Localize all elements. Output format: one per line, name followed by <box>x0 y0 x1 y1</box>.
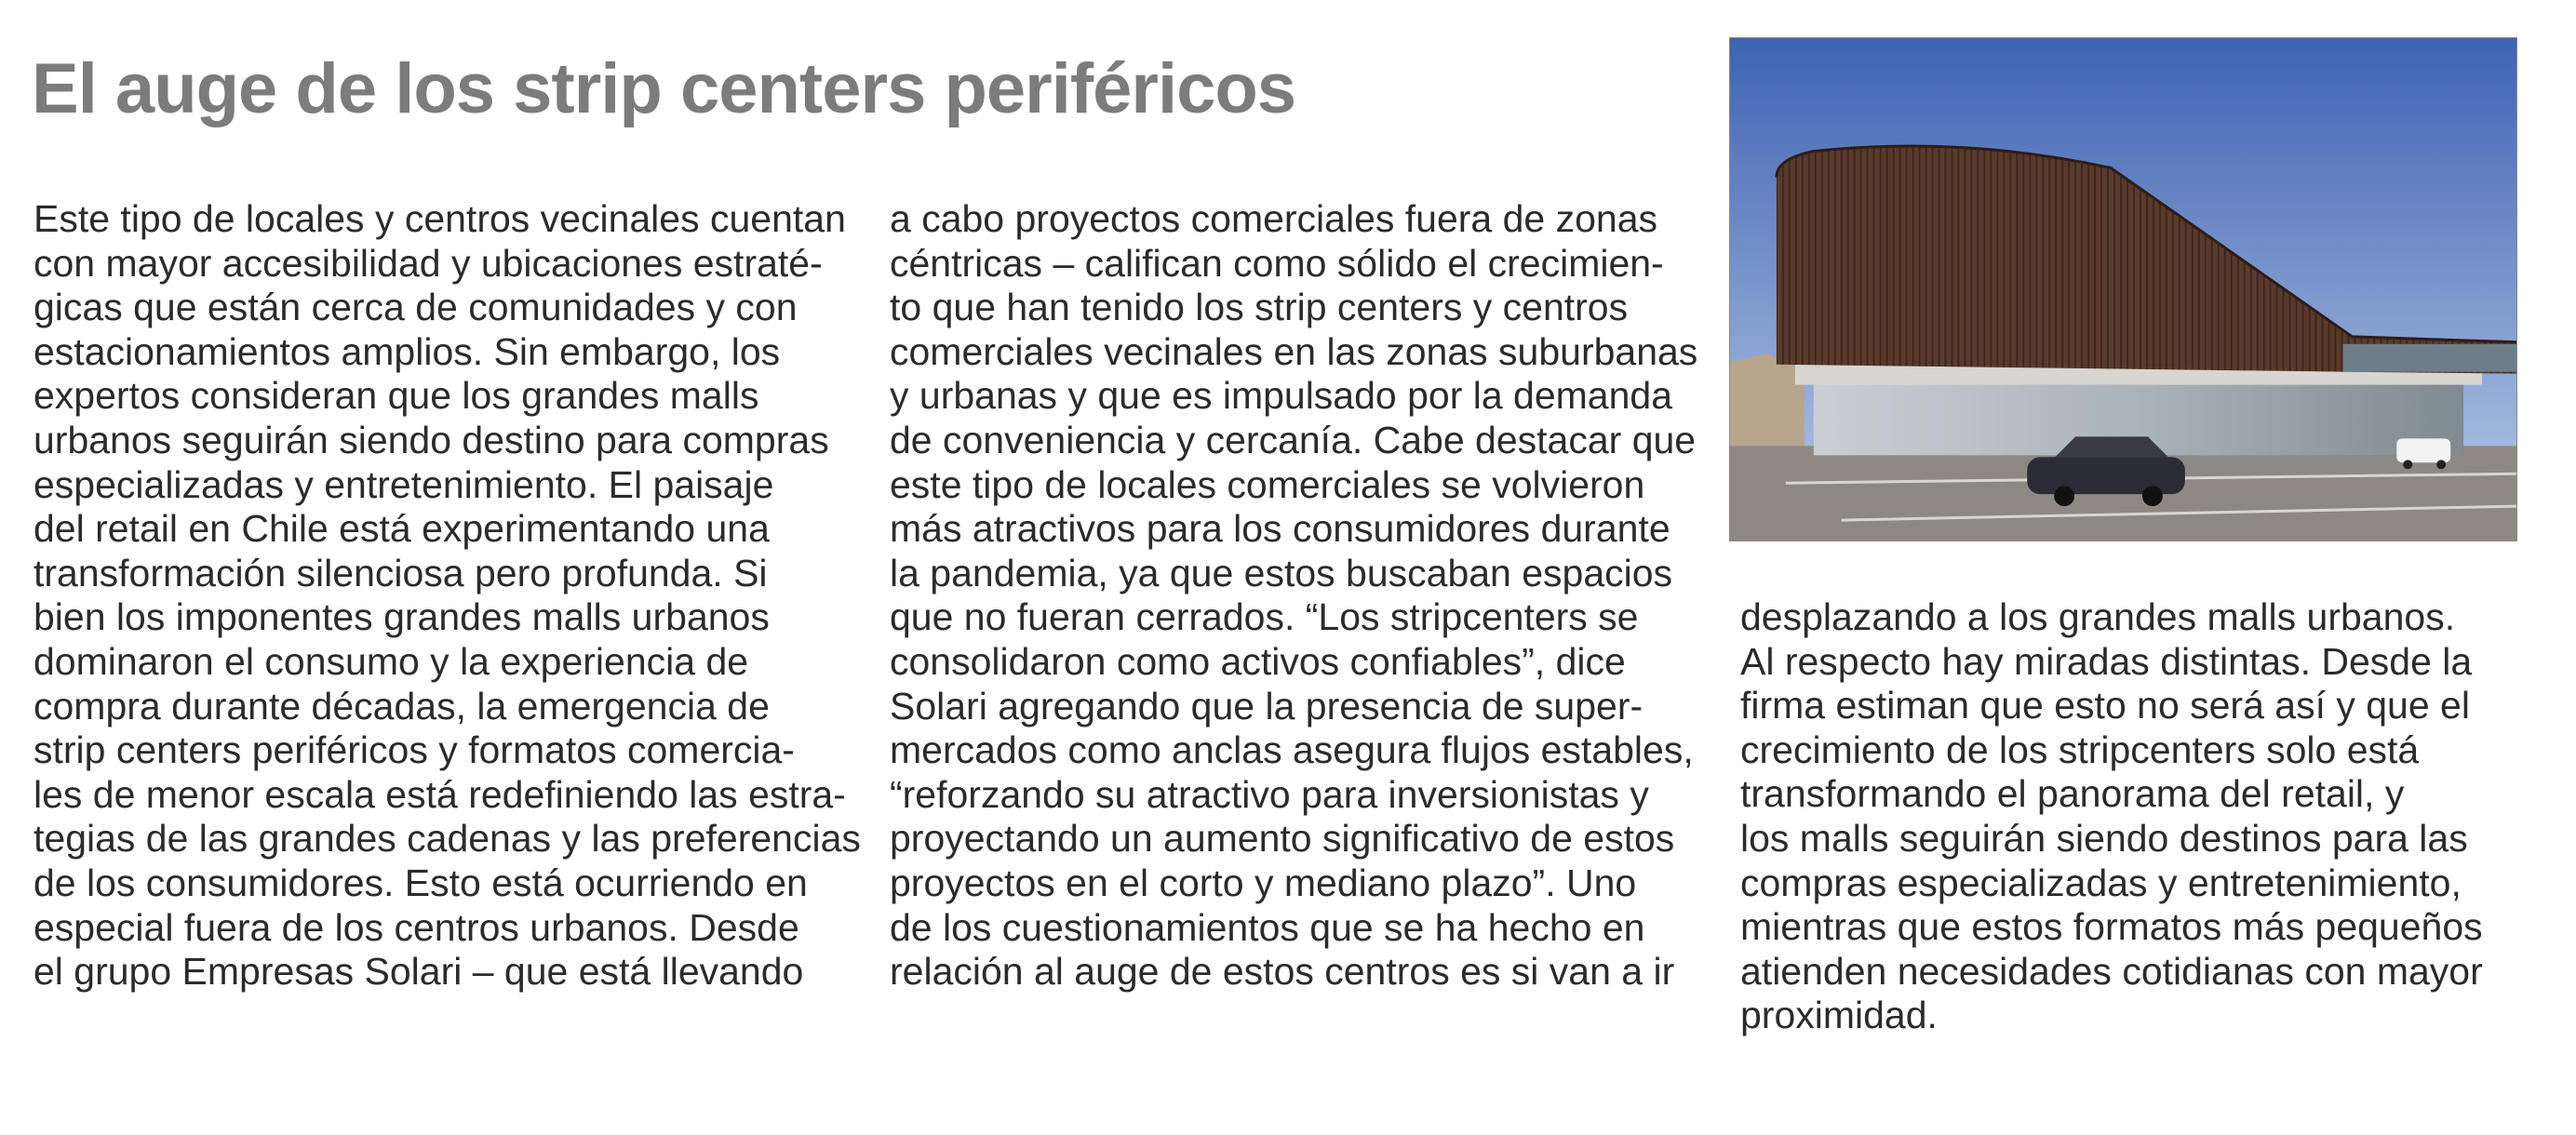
text-line: urbanos seguirán siendo destino para compras <box>34 418 829 461</box>
text-line: gicas que están cerca de comunidades y con <box>34 286 798 329</box>
upper-glass <box>2342 344 2516 372</box>
text-line: relación al auge de estos centros es si van a ir <box>890 950 1675 994</box>
text-line: de los cuestionamientos que se ha hecho en <box>890 905 1645 949</box>
text-line: proyectando un aumento significativo de estos <box>890 817 1675 861</box>
van <box>2396 438 2450 462</box>
text-line: desplazando a los grandes malls urbanos. <box>1740 595 2456 638</box>
text-line: el grupo Empresas Solari – que está llevando <box>34 950 804 994</box>
text-line: a cabo proyectos comerciales fuera de zonas <box>890 197 1658 240</box>
van-wheel <box>2436 460 2446 469</box>
text-line: especial fuera de los centros urbanos. Desde <box>34 905 799 949</box>
text-column-3 <box>1740 595 2483 1038</box>
text-line: Este tipo de locales y centros vecinales cuentan <box>34 197 846 240</box>
text-line: especializadas y entretenimiento. El paisaje <box>34 462 774 506</box>
text-line: de los consumidores. Esto está ocurriendo en <box>34 861 808 904</box>
photo-illustration <box>1730 38 2516 541</box>
text-line: más atractivos para los consumidores durante <box>890 507 1670 551</box>
text-line: dominaron el consumo y la experiencia de <box>34 639 749 683</box>
text-line: expertos consideran que los grandes malls <box>34 374 759 418</box>
text-line: compra durante décadas, la emergencia de <box>34 684 770 728</box>
text-line: de conveniencia y cercanía. Cabe destacar que <box>890 418 1697 461</box>
text-line: y urbanas y que es impulsado por la demanda <box>890 374 1673 418</box>
text-line: transformación silenciosa pero profunda. Si <box>34 551 768 594</box>
text-line: Al respecto hay miradas distintas. Desde la <box>1740 639 2473 683</box>
text-line: mercados como anclas asegura flujos estables, <box>890 728 1694 772</box>
strip-center-photo <box>1729 37 2517 541</box>
car-wheel <box>2142 486 2163 506</box>
text-line: proyectos en el corto y mediano plazo”. Uno <box>890 861 1637 904</box>
text-line: céntricas – califican como sólido el crecimien- <box>890 241 1664 285</box>
text-line: atienden necesidades cotidianas con mayor <box>1740 949 2483 993</box>
car-wheel <box>2054 486 2074 506</box>
text-line: comerciales vecinales en las zonas suburbanas <box>890 329 1698 373</box>
text-line: los malls seguirán siendo destinos para las <box>1740 816 2468 860</box>
text-line: mientras que estos formatos más pequeños <box>1740 905 2483 949</box>
text-line: bien los imponentes grandes malls urbanos <box>34 595 770 639</box>
text-column-1 <box>34 197 861 995</box>
text-line: la pandemia, ya que estos buscaban espacios <box>890 551 1673 594</box>
text-column-2 <box>890 197 1697 995</box>
hill <box>1730 354 1805 447</box>
text-line: crecimiento de los stripcenters solo está <box>1740 728 2420 771</box>
text-line: del retail en Chile está experimentando una <box>34 507 770 551</box>
text-line: transformando el panorama del retail, y <box>1740 772 2405 816</box>
text-line: les de menor escala está redefiniendo las estra- <box>34 772 846 816</box>
text-line: tegias de las grandes cadenas y las preferencias <box>34 817 861 861</box>
text-line: strip centers periféricos y formatos comercia- <box>34 728 795 772</box>
text-line: firma estiman que esto no será así y que el <box>1740 684 2470 728</box>
article-title: El auge de los strip centers periféricos <box>32 49 1296 128</box>
text-line: que no fueran cerrados. “Los stripcenters se <box>890 595 1639 639</box>
text-line: compras especializadas y entretenimiento, <box>1740 861 2462 904</box>
text-line: to que han tenido los strip centers y centros <box>890 286 1629 329</box>
text-line: estacionamientos amplios. Sin embargo, los <box>34 329 781 373</box>
text-line: “reforzando su atractivo para inversionistas y <box>890 772 1649 816</box>
text-line: Solari agregando que la presencia de super- <box>890 684 1644 728</box>
text-line: consolidaron como activos confiables”, dice <box>890 639 1626 683</box>
text-line: con mayor accesibilidad y ubicaciones estraté- <box>34 241 823 285</box>
car-body <box>2027 457 2185 494</box>
text-line: proximidad. <box>1740 994 1938 1037</box>
van-wheel <box>2403 460 2412 469</box>
text-line: este tipo de locales comerciales se volvieron <box>890 462 1645 506</box>
